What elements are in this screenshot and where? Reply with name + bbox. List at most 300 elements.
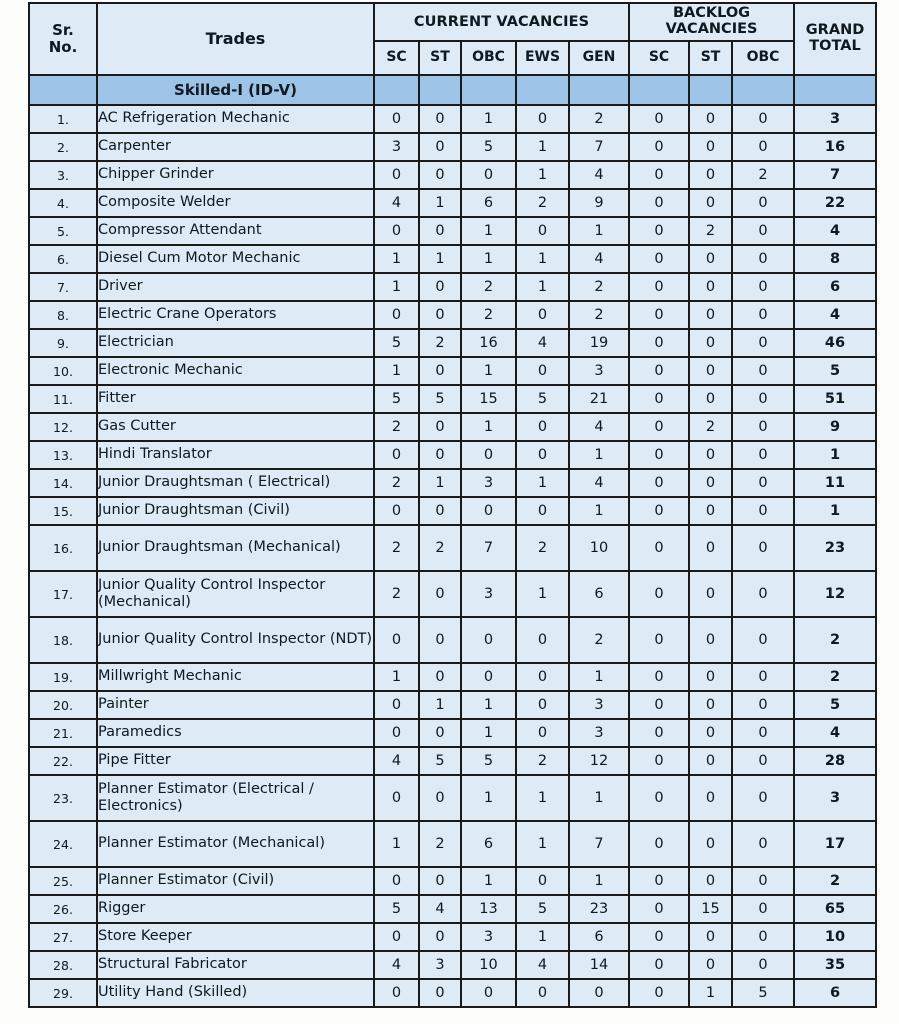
row-current-gen-value: 23	[569, 895, 629, 923]
row-current-ews-value: 2	[516, 189, 569, 217]
row-serial-number: 3.	[29, 161, 97, 189]
header-current-ews: EWS	[516, 41, 569, 75]
row-current-ews-value: 0	[516, 663, 569, 691]
row-backlog-sc-value: 0	[629, 441, 689, 469]
row-grand-total-value: 2	[794, 867, 876, 895]
row-current-ews-value: 1	[516, 245, 569, 273]
table-row	[29, 217, 876, 245]
row-backlog-sc-value: 0	[629, 329, 689, 357]
row-current-st-value: 1	[419, 691, 461, 719]
header-row-groups	[29, 3, 876, 41]
vacancy-table	[28, 2, 877, 1008]
row-current-gen-value: 2	[569, 617, 629, 663]
row-backlog-sc-value: 0	[629, 357, 689, 385]
row-backlog-sc-value: 0	[629, 105, 689, 133]
row-backlog-st-value: 0	[689, 821, 732, 867]
row-trade-name: Composite Welder	[97, 189, 374, 217]
table-row	[29, 719, 876, 747]
row-current-obc-value: 6	[461, 821, 516, 867]
row-backlog-sc-value: 0	[629, 217, 689, 245]
row-grand-total-value: 46	[794, 329, 876, 357]
row-current-obc-value: 7	[461, 525, 516, 571]
row-current-obc-value: 3	[461, 571, 516, 617]
header-backlog-st: ST	[689, 41, 732, 75]
row-backlog-sc-value: 0	[629, 663, 689, 691]
row-backlog-obc-value: 0	[732, 469, 794, 497]
row-current-obc-value: 0	[461, 497, 516, 525]
row-backlog-st-value: 0	[689, 951, 732, 979]
row-current-ews-value: 0	[516, 617, 569, 663]
header-backlog-vacancies	[629, 3, 794, 41]
table-row	[29, 245, 876, 273]
row-current-st-value: 5	[419, 747, 461, 775]
row-trade-name: Planner Estimator (Civil)	[97, 867, 374, 895]
row-current-st-value: 0	[419, 217, 461, 245]
row-backlog-obc-value: 0	[732, 775, 794, 821]
row-backlog-st-value: 0	[689, 441, 732, 469]
row-current-gen-value: 1	[569, 441, 629, 469]
row-current-st-value: 2	[419, 821, 461, 867]
row-serial-number: 2.	[29, 133, 97, 161]
row-trade-name: Junior Draughtsman (Civil)	[97, 497, 374, 525]
row-current-sc-value: 4	[374, 747, 419, 775]
row-current-gen-value: 4	[569, 469, 629, 497]
row-backlog-obc-value: 0	[732, 951, 794, 979]
table-body	[29, 75, 876, 1007]
row-backlog-sc-value: 0	[629, 895, 689, 923]
row-current-st-value: 5	[419, 385, 461, 413]
row-backlog-st-value: 0	[689, 469, 732, 497]
row-backlog-obc-value: 0	[732, 617, 794, 663]
row-current-gen-value: 14	[569, 951, 629, 979]
table-row	[29, 775, 876, 821]
row-current-ews-value: 1	[516, 775, 569, 821]
row-grand-total-value: 4	[794, 301, 876, 329]
row-backlog-obc-value: 0	[732, 245, 794, 273]
row-grand-total-value: 10	[794, 923, 876, 951]
row-backlog-sc-value: 0	[629, 867, 689, 895]
row-trade-name: Utility Hand (Skilled)	[97, 979, 374, 1007]
row-grand-total-value: 8	[794, 245, 876, 273]
header-current-vacancies: CURRENT VACANCIES	[374, 3, 629, 41]
row-current-obc-value: 10	[461, 951, 516, 979]
row-backlog-obc-value: 0	[732, 189, 794, 217]
row-trade-name: Structural Fabricator	[97, 951, 374, 979]
row-serial-number: 22.	[29, 747, 97, 775]
row-current-gen-value: 1	[569, 663, 629, 691]
row-current-gen-value: 3	[569, 357, 629, 385]
row-backlog-obc-value: 0	[732, 133, 794, 161]
row-current-gen-value: 2	[569, 301, 629, 329]
row-current-ews-value: 5	[516, 895, 569, 923]
row-backlog-obc-value: 0	[732, 719, 794, 747]
row-current-st-value: 0	[419, 617, 461, 663]
row-backlog-sc-value: 0	[629, 469, 689, 497]
table-row	[29, 895, 876, 923]
row-serial-number: 8.	[29, 301, 97, 329]
row-trade-name: Junior Draughtsman (Mechanical)	[97, 525, 374, 571]
row-serial-number: 20.	[29, 691, 97, 719]
row-grand-total-value: 5	[794, 357, 876, 385]
row-current-ews-value: 4	[516, 951, 569, 979]
row-backlog-obc-value: 0	[732, 867, 794, 895]
row-current-gen-value: 3	[569, 691, 629, 719]
row-serial-number: 13.	[29, 441, 97, 469]
row-current-sc-value: 0	[374, 923, 419, 951]
row-current-sc-value: 0	[374, 161, 419, 189]
row-current-gen-value: 9	[569, 189, 629, 217]
row-backlog-obc-value: 0	[732, 525, 794, 571]
table-row	[29, 385, 876, 413]
row-backlog-obc-value: 0	[732, 329, 794, 357]
row-grand-total-value: 65	[794, 895, 876, 923]
row-current-ews-value: 0	[516, 217, 569, 245]
row-serial-number: 28.	[29, 951, 97, 979]
row-backlog-obc-value: 0	[732, 571, 794, 617]
row-trade-name: Fitter	[97, 385, 374, 413]
row-current-obc-value: 1	[461, 867, 516, 895]
row-trade-name: Chipper Grinder	[97, 161, 374, 189]
row-grand-total-value: 51	[794, 385, 876, 413]
row-trade-name: Driver	[97, 273, 374, 301]
row-backlog-st-value: 1	[689, 979, 732, 1007]
row-backlog-obc-value: 0	[732, 691, 794, 719]
table-row	[29, 923, 876, 951]
row-backlog-sc-value: 0	[629, 301, 689, 329]
row-current-st-value: 0	[419, 413, 461, 441]
row-backlog-sc-value: 0	[629, 923, 689, 951]
row-current-gen-value: 19	[569, 329, 629, 357]
row-current-gen-value: 10	[569, 525, 629, 571]
row-current-st-value: 0	[419, 357, 461, 385]
row-current-sc-value: 2	[374, 571, 419, 617]
row-backlog-st-value: 0	[689, 497, 732, 525]
row-current-sc-value: 2	[374, 413, 419, 441]
row-current-obc-value: 13	[461, 895, 516, 923]
row-backlog-obc-value: 0	[732, 273, 794, 301]
row-current-ews-value: 0	[516, 497, 569, 525]
row-current-obc-value: 1	[461, 775, 516, 821]
row-current-sc-value: 0	[374, 617, 419, 663]
header-grand-total	[794, 3, 876, 75]
row-backlog-st-value: 0	[689, 617, 732, 663]
header-sr-no	[29, 3, 97, 75]
row-current-ews-value: 0	[516, 357, 569, 385]
row-backlog-st-value: 0	[689, 923, 732, 951]
row-backlog-st-value: 15	[689, 895, 732, 923]
row-serial-number: 27.	[29, 923, 97, 951]
table-row	[29, 979, 876, 1007]
table-row	[29, 413, 876, 441]
row-current-gen-value: 2	[569, 273, 629, 301]
row-current-obc-value: 2	[461, 301, 516, 329]
section-header-row	[29, 75, 876, 105]
row-serial-number: 16.	[29, 525, 97, 571]
row-grand-total-value: 4	[794, 719, 876, 747]
section-spacer-2	[419, 75, 461, 105]
row-grand-total-value: 35	[794, 951, 876, 979]
row-backlog-st-value: 0	[689, 161, 732, 189]
header-sr-no-line1: Sr.	[52, 21, 74, 40]
row-current-obc-value: 3	[461, 469, 516, 497]
table-row	[29, 161, 876, 189]
row-current-st-value: 0	[419, 867, 461, 895]
row-current-obc-value: 0	[461, 617, 516, 663]
row-current-st-value: 0	[419, 663, 461, 691]
table-row	[29, 189, 876, 217]
row-trade-name: Junior Quality Control Inspector (Mechanical)	[97, 571, 374, 617]
row-trade-name: Hindi Translator	[97, 441, 374, 469]
row-backlog-st-value: 0	[689, 571, 732, 617]
row-current-sc-value: 0	[374, 719, 419, 747]
row-backlog-sc-value: 0	[629, 133, 689, 161]
row-backlog-sc-value: 0	[629, 273, 689, 301]
section-spacer-3	[461, 75, 516, 105]
row-backlog-sc-value: 0	[629, 525, 689, 571]
row-backlog-st-value: 2	[689, 217, 732, 245]
row-grand-total-value: 22	[794, 189, 876, 217]
row-current-st-value: 0	[419, 441, 461, 469]
row-current-obc-value: 3	[461, 923, 516, 951]
row-backlog-obc-value: 0	[732, 923, 794, 951]
row-current-gen-value: 6	[569, 571, 629, 617]
row-backlog-st-value: 0	[689, 133, 732, 161]
row-current-obc-value: 1	[461, 413, 516, 441]
row-trade-name: Millwright Mechanic	[97, 663, 374, 691]
table-row	[29, 663, 876, 691]
table-row	[29, 951, 876, 979]
row-trade-name: Planner Estimator (Mechanical)	[97, 821, 374, 867]
row-backlog-st-value: 0	[689, 525, 732, 571]
row-backlog-obc-value: 0	[732, 497, 794, 525]
row-current-obc-value: 16	[461, 329, 516, 357]
row-grand-total-value: 5	[794, 691, 876, 719]
table-row	[29, 301, 876, 329]
row-current-gen-value: 4	[569, 161, 629, 189]
row-current-st-value: 0	[419, 497, 461, 525]
row-backlog-sc-value: 0	[629, 775, 689, 821]
section-spacer-1	[374, 75, 419, 105]
row-backlog-sc-value: 0	[629, 161, 689, 189]
section-title: Skilled-I (ID-V)	[97, 75, 374, 105]
row-current-st-value: 1	[419, 189, 461, 217]
row-current-ews-value: 1	[516, 469, 569, 497]
row-current-ews-value: 0	[516, 413, 569, 441]
row-current-obc-value: 0	[461, 663, 516, 691]
row-current-sc-value: 5	[374, 385, 419, 413]
row-current-obc-value: 2	[461, 273, 516, 301]
header-backlog-line2: VACANCIES	[665, 21, 758, 37]
row-grand-total-value: 12	[794, 571, 876, 617]
row-grand-total-value: 17	[794, 821, 876, 867]
row-serial-number: 15.	[29, 497, 97, 525]
row-current-ews-value: 1	[516, 923, 569, 951]
row-current-ews-value: 1	[516, 571, 569, 617]
row-current-gen-value: 1	[569, 775, 629, 821]
row-current-st-value: 0	[419, 301, 461, 329]
row-current-st-value: 0	[419, 133, 461, 161]
row-backlog-st-value: 0	[689, 301, 732, 329]
row-backlog-obc-value: 0	[732, 301, 794, 329]
section-spacer-8	[732, 75, 794, 105]
header-trades: Trades	[97, 3, 374, 75]
row-backlog-st-value: 0	[689, 105, 732, 133]
row-current-st-value: 0	[419, 775, 461, 821]
table-header	[29, 3, 876, 75]
row-current-sc-value: 1	[374, 821, 419, 867]
row-current-sc-value: 0	[374, 105, 419, 133]
row-backlog-sc-value: 0	[629, 571, 689, 617]
row-grand-total-value: 23	[794, 525, 876, 571]
row-trade-name: AC Refrigeration Mechanic	[97, 105, 374, 133]
row-trade-name: Electronic Mechanic	[97, 357, 374, 385]
table-row	[29, 329, 876, 357]
section-spacer-7	[689, 75, 732, 105]
header-grand-total-line1: GRAND	[805, 22, 865, 39]
row-backlog-sc-value: 0	[629, 747, 689, 775]
row-current-sc-value: 4	[374, 189, 419, 217]
row-trade-name: Carpenter	[97, 133, 374, 161]
row-current-sc-value: 0	[374, 497, 419, 525]
row-serial-number: 21.	[29, 719, 97, 747]
row-current-st-value: 0	[419, 923, 461, 951]
header-current-sc: SC	[374, 41, 419, 75]
row-backlog-st-value: 0	[689, 273, 732, 301]
row-trade-name: Rigger	[97, 895, 374, 923]
row-backlog-sc-value: 0	[629, 719, 689, 747]
row-current-obc-value: 0	[461, 441, 516, 469]
row-grand-total-value: 28	[794, 747, 876, 775]
row-serial-number: 26.	[29, 895, 97, 923]
row-backlog-obc-value: 0	[732, 895, 794, 923]
row-backlog-obc-value: 0	[732, 217, 794, 245]
row-backlog-sc-value: 0	[629, 821, 689, 867]
row-serial-number: 17.	[29, 571, 97, 617]
header-sr-no-line2: No.	[48, 38, 78, 56]
row-grand-total-value: 11	[794, 469, 876, 497]
header-backlog-sc: SC	[629, 41, 689, 75]
row-serial-number: 24.	[29, 821, 97, 867]
row-current-gen-value: 4	[569, 413, 629, 441]
row-current-ews-value: 0	[516, 301, 569, 329]
row-current-gen-value: 12	[569, 747, 629, 775]
row-current-ews-value: 2	[516, 525, 569, 571]
row-current-sc-value: 1	[374, 245, 419, 273]
row-backlog-sc-value: 0	[629, 189, 689, 217]
row-backlog-st-value: 0	[689, 329, 732, 357]
row-current-st-value: 2	[419, 525, 461, 571]
row-current-obc-value: 1	[461, 357, 516, 385]
row-backlog-sc-value: 0	[629, 413, 689, 441]
table-row	[29, 617, 876, 663]
row-serial-number: 6.	[29, 245, 97, 273]
row-current-gen-value: 6	[569, 923, 629, 951]
row-grand-total-value: 2	[794, 663, 876, 691]
row-current-ews-value: 4	[516, 329, 569, 357]
row-backlog-sc-value: 0	[629, 385, 689, 413]
row-backlog-obc-value: 0	[732, 357, 794, 385]
row-serial-number: 25.	[29, 867, 97, 895]
row-current-ews-value: 1	[516, 821, 569, 867]
row-serial-number: 11.	[29, 385, 97, 413]
row-current-ews-value: 1	[516, 273, 569, 301]
row-backlog-obc-value: 0	[732, 385, 794, 413]
row-backlog-st-value: 0	[689, 357, 732, 385]
table-row	[29, 691, 876, 719]
row-current-sc-value: 0	[374, 775, 419, 821]
row-current-gen-value: 21	[569, 385, 629, 413]
row-current-gen-value: 1	[569, 867, 629, 895]
row-backlog-st-value: 0	[689, 719, 732, 747]
header-grand-total-line2: TOTAL	[809, 38, 861, 54]
row-current-gen-value: 1	[569, 217, 629, 245]
row-backlog-obc-value: 0	[732, 663, 794, 691]
table-row	[29, 105, 876, 133]
row-current-st-value: 4	[419, 895, 461, 923]
row-current-sc-value: 5	[374, 895, 419, 923]
table-row	[29, 821, 876, 867]
row-current-obc-value: 1	[461, 105, 516, 133]
row-current-ews-value: 0	[516, 979, 569, 1007]
row-grand-total-value: 9	[794, 413, 876, 441]
row-grand-total-value: 1	[794, 497, 876, 525]
row-current-gen-value: 7	[569, 821, 629, 867]
row-backlog-st-value: 0	[689, 867, 732, 895]
row-backlog-st-value: 0	[689, 747, 732, 775]
row-current-gen-value: 0	[569, 979, 629, 1007]
table-row	[29, 273, 876, 301]
header-current-st: ST	[419, 41, 461, 75]
row-serial-number: 12.	[29, 413, 97, 441]
row-backlog-obc-value: 0	[732, 821, 794, 867]
row-backlog-obc-value: 0	[732, 441, 794, 469]
row-trade-name: Diesel Cum Motor Mechanic	[97, 245, 374, 273]
row-backlog-st-value: 0	[689, 385, 732, 413]
row-backlog-sc-value: 0	[629, 617, 689, 663]
row-backlog-sc-value: 0	[629, 497, 689, 525]
row-trade-name: Junior Draughtsman ( Electrical)	[97, 469, 374, 497]
row-current-obc-value: 0	[461, 161, 516, 189]
row-current-sc-value: 0	[374, 217, 419, 245]
row-current-sc-value: 2	[374, 525, 419, 571]
table-row	[29, 747, 876, 775]
row-serial-number: 1.	[29, 105, 97, 133]
row-trade-name: Compressor Attendant	[97, 217, 374, 245]
row-serial-number: 4.	[29, 189, 97, 217]
row-backlog-sc-value: 0	[629, 951, 689, 979]
row-current-st-value: 0	[419, 719, 461, 747]
header-backlog-line1: BACKLOG	[672, 5, 751, 22]
row-current-obc-value: 0	[461, 979, 516, 1007]
row-current-ews-value: 1	[516, 133, 569, 161]
row-backlog-st-value: 0	[689, 245, 732, 273]
row-current-st-value: 0	[419, 161, 461, 189]
row-current-ews-value: 2	[516, 747, 569, 775]
row-backlog-st-value: 0	[689, 691, 732, 719]
row-current-ews-value: 0	[516, 867, 569, 895]
row-trade-name: Junior Quality Control Inspector (NDT)	[97, 617, 374, 663]
row-backlog-st-value: 2	[689, 413, 732, 441]
row-trade-name: Planner Estimator (Electrical / Electronics)	[97, 775, 374, 821]
row-current-st-value: 3	[419, 951, 461, 979]
row-current-ews-value: 0	[516, 441, 569, 469]
header-current-obc: OBC	[461, 41, 516, 75]
row-current-obc-value: 5	[461, 747, 516, 775]
row-serial-number: 5.	[29, 217, 97, 245]
row-current-obc-value: 1	[461, 245, 516, 273]
row-current-gen-value: 1	[569, 497, 629, 525]
row-backlog-obc-value: 0	[732, 747, 794, 775]
